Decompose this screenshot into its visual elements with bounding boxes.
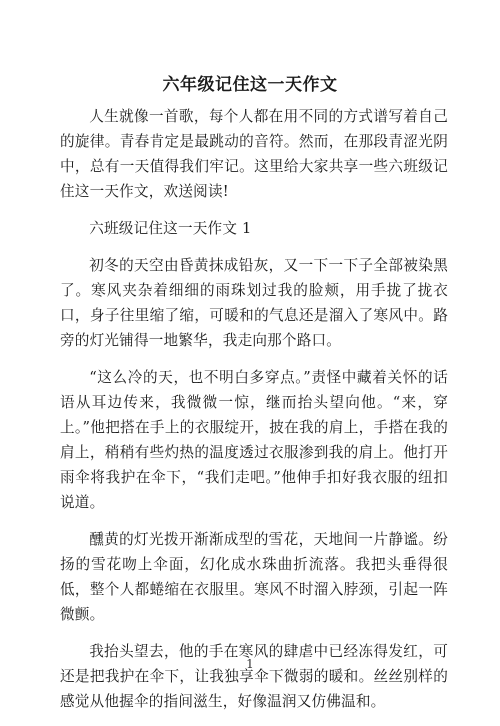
page-number: 1 [246,657,254,671]
body-paragraph: 醺黄的灯光拨开渐渐成型的雪花，天地间一片静谧。纷扬的雪花吻上伞面，幻化成水珠曲折流落。我把头垂得很低，整个人都蜷缩在衣服里。寒风不时溜入脖颈，引起一阵微颤。 [60,531,448,623]
body-paragraph: 初冬的天空由昏黄抹成铅灰，又一下一下子全部被染黑了。寒风夹杂着细细的雨珠划过我的脸颊，用手拢了拢衣口，身子往里缩了缩，可暖和的气息还是溜入了寒风中。路旁的灯光铺得一地繁华，我走向那个路口。 [60,257,448,349]
section-heading: 六班级记住这一天作文 1 [89,220,252,237]
body-paragraph: “这么冷的天，也不明白多穿点。”责怪中藏着关怀的话语从耳边传来，我微微一惊，继而抬头望向他。“来，穿上。”他把搭在手上的衣服绽开，披在我的肩上，手搭在我的肩上，稍稍有些灼热的温度透过衣服渗到我的肩上。他打开雨伞将我护在伞下，“我们走吧。”他伸手扣好我衣服的纽扣说道。 [60,369,448,511]
intro-paragraph: 人生就像一首歌，每个人都在用不同的方式谱写着自己的旋律。青春肯定是最跳动的音符。然而，在那段青涩光阴中，总有一天值得我们牢记。这里给大家共享一些六班级记住这一天作文，欢送阅读! [60,108,448,200]
page-title: 六年级记住这一天作文 [162,75,338,95]
body-paragraph: 我抬头望去，他的手在寒风的肆虐中已经冻得发红，可还是把我护在伞下，让我独享伞下微弱的暖和。丝丝别样的感觉从他握伞的指间滋生，好像温润又仿佛温和。 [60,643,448,710]
article-body [60,104,448,726]
